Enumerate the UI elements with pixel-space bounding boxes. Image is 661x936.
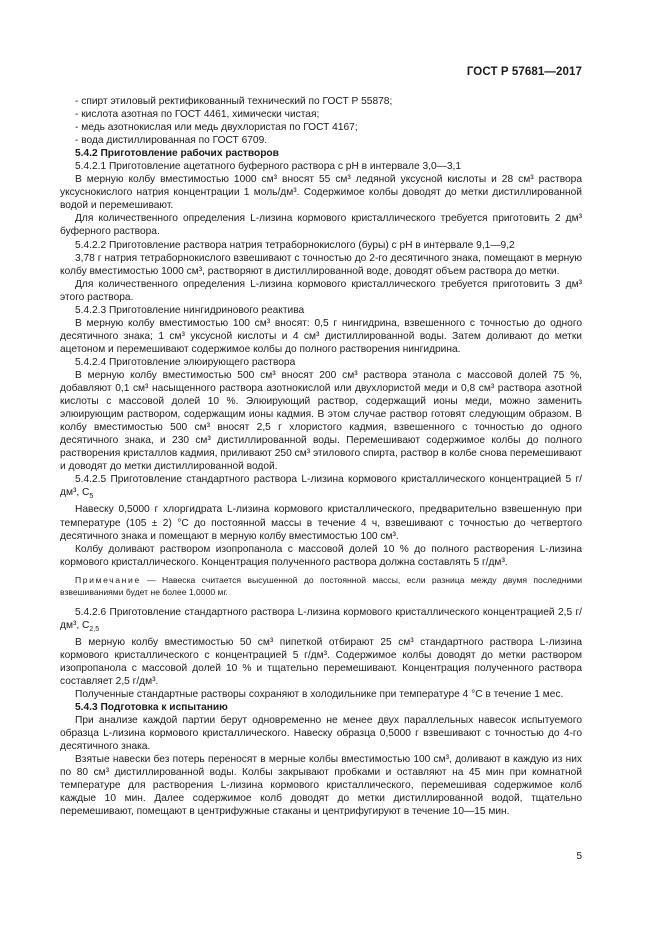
list-item: - вода дистиллированная по ГОСТ 6709. (75, 135, 268, 147)
section-heading: 5.4.3 Подготовка к испытанию (75, 702, 228, 714)
list-item: - кислота азотная по ГОСТ 4461, химически чистая; (75, 109, 320, 121)
subsection-heading: 5.4.2.2 Приготовление раствора натрия тетраборнокислого (буры) с pH в интервале 9,1—9,2 (75, 239, 515, 251)
page-number: 5 (576, 851, 582, 862)
paragraph: Для количественного определения L-лизина кормового кристаллического требуется приготовить 3 дм³ этого раствора. (60, 278, 582, 303)
note (60, 574, 582, 598)
paragraph: 3,78 г натрия тетраборнокислого взвешивают с точностью до 2-го десятичного знака, помещают в мерную колбу вместимостью 1000 см³, растворяют в дистиллированной воде, доводят объем раствора до метки. (60, 252, 582, 277)
paragraph: В мерную колбу вместимостью 100 см³ вносят: 0,5 г нингидрина, взвешенного с точностью до одного десятичного знака; 1 см³ уксусной кислоты и 4 см³ дистиллированной воды. Затем доливают до метки ацетоном и перемешивают содержимое колбы до полного растворения нингидрина. (60, 317, 582, 355)
subsection-heading: 5.4.2.4 Приготовление элюирующего раствора (75, 356, 296, 368)
subsection-heading (60, 473, 582, 503)
subscript: 2,5 (89, 625, 100, 633)
paragraph: В мерную колбу вместимостью 500 см³ вносят 200 см³ раствора этанола с массовой долей 75 %, добавляют 0,1 см³ насыщенного раствора азотнокислой или двухлористой меди и 0,8 см³ раствора азотной кислоты с массовой долей 10 %. Элюирующий раствор, содержащий ионы меди, можно заменить элюирующим раствором, содержащим ионы кадмия. В этом случае раствор готовят следующим образом. В колбу вместимостью 500 см³ вносят 2,5 г хлористого кадмия, взвешенного с точностью до одного десятичного знака, и 230 см³ дистиллированной воды. Перемешивают содержимое колбы до полного растворения кристаллов кадмия, приливают 250 см³ этилового спирта, раствор в колбе снова перемешивают и доводят до метки дистиллированной водой. (60, 369, 582, 473)
paragraph: При анализе каждой партии берут одновременно не менее двух параллельных навесок испытуемого образца L-лизина кормового кристаллического. Навеску образца 0,5000 г взвешивают с точностью до 4-го десятичного знака. (60, 715, 582, 753)
subscript: 5 (89, 493, 94, 501)
document-header: ГОСТ Р 57681—2017 (466, 66, 582, 78)
paragraph: Навеску 0,5000 г хлоргидрата L-лизина кормового кристаллического, предварительно взвешенную при температуре (105 ± 2) °С до постоянной массы в течение 4 ч, взвешивают с точностью до четвертого десятичного знака и помещают в мерную колбу вместимостью 100 см³. (60, 504, 582, 542)
paragraph: Полученные стандартные растворы сохраняют в холодильнике при температуре 4 °С в течение 1 мес. (75, 689, 564, 701)
document-body (60, 95, 582, 819)
paragraph: Для количественного определения L-лизина кормового кристаллического требуется приготовить 2 дм³ буферного раствора. (60, 213, 582, 238)
heading-text: 5.4.2.6 Приготовление стандартного раствора L-лизина кормового кристаллического концентрацией 2,5 г/дм³, С (60, 606, 582, 631)
list-item: - спирт этиловый ректификованный технический по ГОСТ Р 55878; (75, 96, 393, 107)
paragraph: В мерную колбу вместимостью 1000 см³ вносят 55 см³ ледяной уксусной кислоты и 28 см³ раствора уксуснокислого натрия концентрации 1 моль/дм³. Содержимое колбы доводят до метки дистиллированной водой и перемешивают. (60, 174, 582, 212)
paragraph: В мерную колбу вместимостью 50 см³ пипеткой отбирают 25 см³ стандартного раствора L-лизина кормового кристаллического с концентрацией 5 г/дм³. Содержимое колбы доводят до метки раствором изопропанола с массовой долей 10 % и тщательно перемешивают. Концентрация полученного раствора составляет 2,5 г/дм³. (60, 636, 582, 687)
paragraph: Взятые навески без потерь переносят в мерные колбы вместимостью 100 см³, доливают в каждую из них по 80 см³ дистиллированной воды. Колбы закрывают пробками и оставляют на 45 мин при комнатной температуре для растворения L-лизина кормового кристаллического, перемешивая содержимое колб каждые 10 мин. Далее содержимое колб доводят до метки дистиллированной водой, тщательно перемешивают, помещают в центрифужные стаканы и центрифугируют в течение 10—15 мин. (60, 754, 582, 818)
subsection-heading: 5.4.2.3 Приготовление нингидринового реактива (75, 304, 305, 316)
subsection-heading: 5.4.2.1 Приготовление ацетатного буферного раствора с pH в интервале 3,0—3,1 (75, 161, 462, 173)
note-text: — Навеска считается высушенной до постоянной массы, если разница между двумя последними взвешиваниями будет не более 1,0000 мг. (60, 574, 582, 597)
heading-text: 5.4.2.5 Приготовление стандартного раствора L-лизина кормового кристаллического концентрацией 5 г/дм³, С (60, 474, 582, 499)
section-heading: 5.4.2 Приготовление рабочих растворов (75, 148, 279, 160)
note-label: Примечание (75, 574, 141, 585)
list-item: - медь азотнокислая или медь двухлористая по ГОСТ 4167; (75, 122, 358, 134)
subsection-heading (60, 606, 582, 636)
paragraph: Колбу доливают раствором изопропанола с массовой долей 10 % до полного растворения L-лизина кормового кристаллического. Концентрация полученного раствора должна составлять 5 г/дм³. (60, 543, 582, 568)
